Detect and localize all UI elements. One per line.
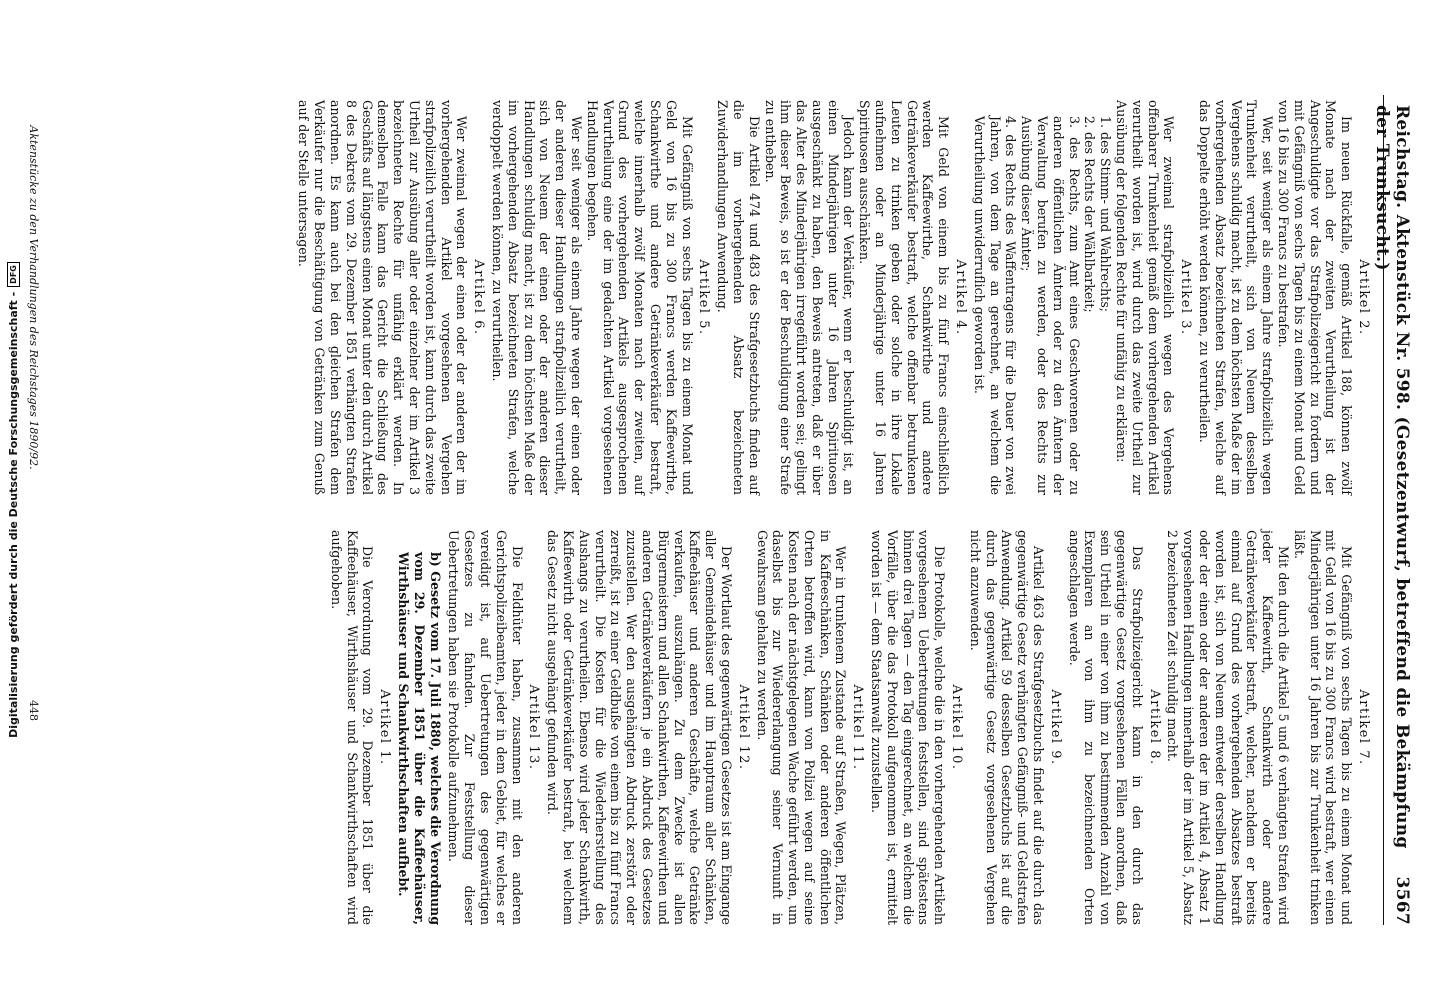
paragraph: Das Strafpolizeigericht kann in den durch das gegenwärtige Gesetz vorgesehenen Fällen anordnen, daß sein Urtheil in einer von ihm zu bestimmenden Anzahl von Exemplaren an von ihm zu bezeichnenden Orten angeschlagen werde.: [1066, 530, 1145, 925]
paragraph: Wer zweimal strafpolizeilich wegen des Vergehens offenbarer Trunkenheit gemäß dem vorhergehenden Artikel verurtheilt worden ist, wird durch das zweite Urtheil zur Ausübung der folgenden Rechte für unfähig zu erklären:: [1114, 100, 1177, 495]
paragraph: Mit den durch die Artikel 5 und 6 verhängten Strafen wird jeder Kaffeewirth, Schankwirth oder andere Getränkeverkäufer bestraft, welcher, nachdem er bereits einmal auf Grund des vorhergehenden Absatzes bestraft worden ist, sich von Neuem entweder derselben Handlung oder der einen oder der anderen der im Artikel 4, Absatz 1 vorgesehenen Handlungen innerhalb der im Artikel 5, Absatz 2 bezeichneten Zeit schuldig macht.: [1165, 530, 1292, 925]
article-heading: Artikel 3.: [1178, 259, 1194, 336]
paragraph: Wer seit weniger als einem Jahre wegen der einen oder der anderen dieser Handlungen strafpolizeilich verurtheilt, sich von Neuem der einen oder der anderen dieser Handlungen schuldig macht, ist zu dem höchsten Maße der im vorhergehenden Absatz bezeichneten Strafen, welche verdoppelt werden können, zu verurtheilen.: [489, 100, 584, 495]
paragraph: 1. des Stimm- und Wahlrechts;: [1098, 116, 1114, 313]
article-heading: Artikel 4.: [953, 259, 969, 336]
dfg-logo: DFG: [7, 262, 20, 287]
article-heading: Artikel 7.: [1356, 689, 1371, 766]
law-title: b) Gesetz vom 17. Juli 1880, welches die Verordnung vom 29. Dezember 1851 über die Kaffeehäuser, Wirthshäuser und Schankwirthschaften aufhebt.: [395, 552, 443, 925]
paragraph: Mit Gefängniß von sechs Tagen bis zu einem Monat und mit Geld von 16 bis zu 300 Francs wird bestraft, wer einen Minderjährigen unter 16 Jahren bis zur Trunkenheit trinken läßt.: [1291, 530, 1355, 925]
paragraph: Die Feldhüter haben, zusammen mit den anderen Gerichtspolizeibeamten, jeder in dem Gebiet, für welches er vereidigt ist, auf Uebertretungen des gegenwärtigen Gesetzes zu fahnden. Zur Feststellung dieser Uebertretungen haben sie Protokolle aufzunehmen.: [446, 530, 525, 925]
source-footer: Aktenstücke zu den Verhandlungen des Reichstages 1890/92.: [27, 125, 40, 470]
article-heading: Artikel 13.: [526, 684, 542, 771]
paragraph: 3. des Rechts, zum Amt eines Geschworenen oder zu anderen öffentlichen Ämtern oder zu den Ämtern der Verwaltung berufen zu werden, oder des Rechts zur Ausübung dieser Ämter;: [1019, 116, 1082, 495]
dfg-sidebar: [0, 0, 26, 1000]
header-title: Reichstag. Aktenstück Nr. 598. (Gesetzentwurf, betreffend die Bekämpfung der Trunksucht.): [1372, 105, 1412, 849]
article-heading: Artikel 10.: [949, 684, 965, 771]
paragraph: Wer in trunkenem Zustande auf Straßen, Wegen, Plätzen, in Kaffeeschänken, Schänken oder anderen öffentlichen Orten betroffen wird, kann von Polizei wegen auf seine Kosten nach der nächstgelegenen Wache geführt werden, um daselbst bis zur Wiedererlangung seiner Vernunft in Gewahrsam gehalten zu werden.: [754, 530, 849, 925]
paragraph: 4. des Rechts des Waffentragens für die Dauer von zwei Jahren, von dem Tage an gerechnet, an welchem die Verurtheilung unwiderruflich geworden ist.: [971, 116, 1019, 495]
sidebar-text: Digitalisierung gefördert durch die Deutsche Forschungsgemeinschaft -: [6, 291, 20, 738]
article-heading: Artikel 2.: [1356, 259, 1371, 336]
article-heading: Artikel 6.: [471, 259, 487, 336]
left-column: [296, 100, 1374, 495]
paragraph: Mit Gefängniß von sechs Tagen bis zu einem Monat und Geld von 16 bis zu 300 Francs werden Kaffeewirthe, Schankwirthe und andere Getränkeverkäufer bestraft, welche innerhalb zwölf Monaten nach der zweiten, auf Grund des vorhergehenden Artikels ausgesprochenen Verurtheilung eine der im gedachten Artikel vorgesehenen Handlungen begehen.: [584, 100, 695, 495]
paragraph: Artikel 463 des Strafgesetzbuchs findet auf die durch das gegenwärtige Gesetz verhängten Gefängniß- und Geldstrafen Anwendung. Artikel 59 desselben Gesetzbuchs ist auf die durch das gegenwärtige Gesetz vorgesehenen Vergehen nicht anzuwenden.: [967, 530, 1047, 925]
article-heading: Artikel 8.: [1146, 689, 1162, 766]
paragraph: Wer, seit weniger als einem Jahre strafpolizeilich wegen Trunkenheit verurtheilt, sich von Neuem desselben Vergehens schuldig macht, ist zu dem höchsten Maße der im vorhergehenden Absatz bezeichneten Strafen, welche auf das Doppelte erhöht werden können, zu verurtheilen.: [1197, 100, 1276, 495]
paragraph: Der Wortlaut des gegenwärtigen Gesetzes ist am Eingange aller Gemeindehäuser und im Hauptraum aller Schänken, Kaffeehäuser und anderen Geschäfte, welche Getränke verkaufen, auszuhängen. Zu dem Zwecke ist allen Bürgermeistern und allen Schankwirthen, Kaffeewirthen und anderen Getränkeverkäufern je ein Abdruck des Gesetzes zuzustellen. Wer den ausgehängten Abdruck zerstört oder zerreißt, ist zu einer Geldbuße von einem bis zu fünf Francs verurtheilt. Die Kosten für die Wiederherstellung des Aushangs zu verurtheilen. Ebenso wird jeder Schankwirth, Kaffeewirth oder Getränkeverkäufer bestraft, bei welchem das Gesetz nicht ausgehängt gefunden wird.: [545, 530, 734, 925]
paragraph: 2. des Rechts der Wählbarkeit;: [1082, 116, 1098, 313]
article-heading: Artikel 5.: [696, 259, 712, 336]
header-rule: [1383, 95, 1384, 925]
paragraph: Mit Geld von einem bis zu fünf Francs einschließlich werden Kaffeewirthe, Schankwirthe und andere Getränkeverkäufer bestraft, welche offenbar betrunkenen Leuten zu trinken geben oder solche in ihre Lokale aufnehmen oder an Minderjährige unter 16 Jahren Spirituosen ausschänken.: [857, 100, 952, 495]
footer-page-number: 448: [27, 700, 40, 721]
header-page-number: 3567: [1392, 876, 1412, 925]
article-heading: Artikel 9.: [1047, 689, 1063, 766]
right-column: [328, 530, 1374, 925]
paragraph: Im neuen Rückfalle, gemäß Artikel 188, können zwölf Monate nach der zweiten Verurtheilung ist der Angeschuldigte vor das Strafpolizeigericht zu fordern und mit Gefängniß von sechs Tagen bis zu einem Monat und Geld von 16 bis zu 300 Francs zu bestrafen.: [1276, 100, 1355, 495]
paragraph: Die Protokolle, welche die in den vorhergehenden Artikeln vorgesehenen Uebertretungen feststellen, sind spätestens binnen drei Tagen — den Tag eingerechnet, an welchem die Vorfälle, über die das Protokoll aufgenommen ist, ermittelt worden ist — dem Staatsanwalt zuzustellen.: [869, 530, 948, 925]
paragraph: Die Artikel 474 und 483 des Strafgesetzbuchs finden auf die im vorhergehenden Absatz bezeichneten Zuwiderhandlungen Anwendung.: [715, 100, 762, 495]
paragraph: Jedoch kann der Verkäufer, wenn er beschuldigt ist, an einen Minderjährigen unter 16 Jahren Spirituosen ausgeschänkt zu haben, den Beweis antreten, daß er über das Alter des Minderjährigen irregeführt worden sei; gelingt ihm dieser Beweis, so ist er der Beschuldigung einer Strafe zu entheben.: [762, 100, 857, 495]
article-heading: Artikel 12.: [735, 684, 751, 771]
article-heading: Artikel 11.: [850, 684, 866, 771]
page-header: [1372, 95, 1412, 925]
paragraph: Wer zweimal wegen der einen oder der anderen der im vorhergehenden Artikel vorgesehenen Vergehen strafpolizeilich verurtheilt worden ist, kann durch das zweite Urtheil zur Ausübung aller oder einzelner der im Artikel 3 bezeichneten Rechte für unfähig erklärt werden. In demselben Falle kann das Gericht die Schließung des Geschäfts auf längstens einen Monat unter den durch Artikel 8 des Dekrets vom 29. Dezember 1851 verhängten Strafen anordnen. Es kann auch bei den gleichen Strafen dem Verkäufer nur die Beschäftigung von Getränken zum Genuß auf der Stelle untersagen.: [296, 100, 470, 495]
article-heading: Artikel 1.: [377, 689, 393, 766]
paragraph: Die Verordnung vom 29. Dezember 1851 über die Kaffeehäuser, Wirthshäuser und Schankwirthschaften wird aufgehoben.: [328, 530, 376, 925]
